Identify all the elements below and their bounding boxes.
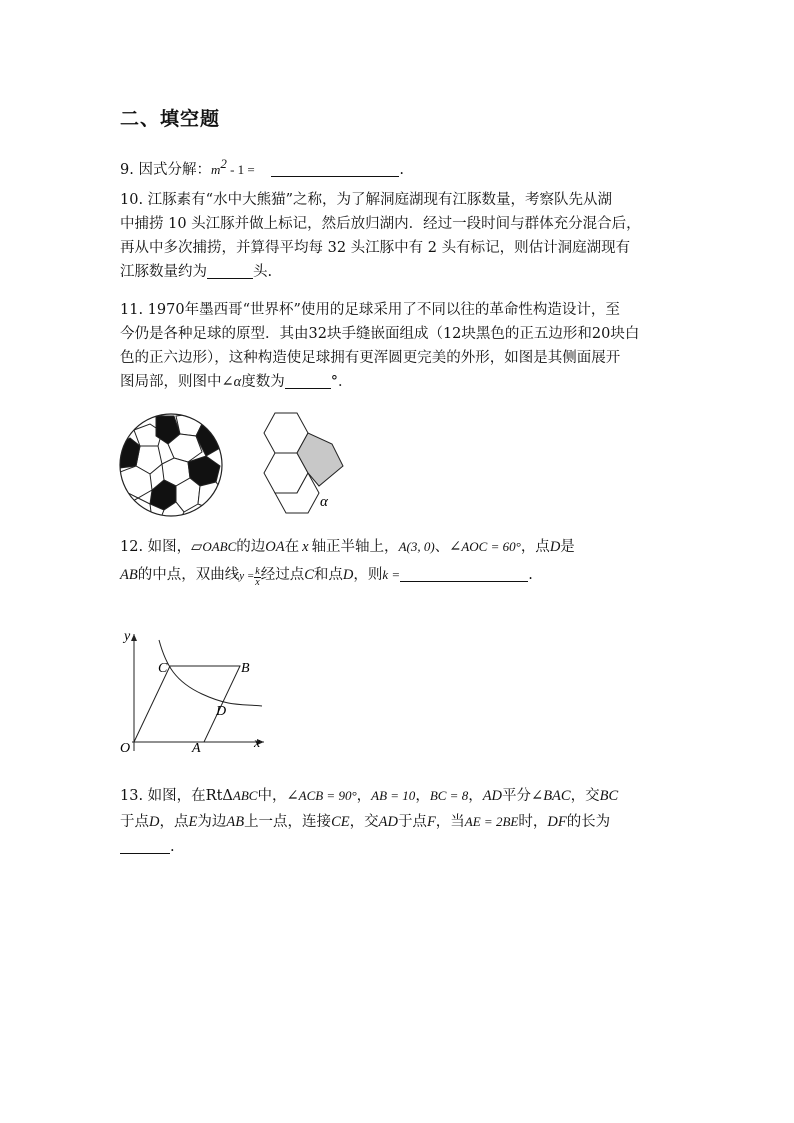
q13-l2-c: ，点 (159, 814, 189, 830)
question-9 (120, 152, 680, 182)
q11-line4 (120, 370, 680, 394)
q13-l1-m: 平分∠ (502, 788, 544, 804)
q10-line2: 中捕捞 10 头江豚并做上标记，然后放归湖内．经过一段时间与群体充分混合后， (120, 216, 641, 232)
q9-expr: m (210, 161, 221, 177)
q13-l1-e: ∠ (286, 788, 299, 804)
q13-line2 (120, 809, 680, 835)
q13-l1-g: ， (356, 788, 372, 804)
question-11 (120, 298, 680, 394)
label-b: B (241, 661, 250, 676)
question-10 (120, 188, 680, 284)
q11-line1: 11. 1970年墨西哥“世界杯”使用的足球采用了不同以往的革命性构造设计，至 (120, 302, 620, 318)
q12-line2 (120, 563, 680, 588)
q9-expr-tail: - 1 = (226, 161, 255, 177)
q12-l2-b: 的中点，双曲线 (137, 567, 240, 583)
section-title: 二、填空题 (120, 108, 221, 130)
q13-answer-blank[interactable] (120, 839, 170, 854)
q12-l1-g: 轴正半轴上， (311, 539, 399, 555)
q12-l1-a: 12. 如图， (120, 539, 192, 555)
q12-l2-e: 和点 (313, 567, 343, 583)
q11-alpha: α (233, 374, 242, 390)
label-a: A (192, 741, 201, 756)
q12-frac-num: k (255, 566, 260, 577)
q13-l2-l: F (426, 814, 436, 830)
q13-l1-o: ，交 (570, 788, 600, 804)
soccer-ball-figure (116, 410, 226, 520)
q13-l1-p: BC (599, 788, 619, 804)
q10-answer-blank[interactable] (207, 264, 253, 279)
q12-l2-end: . (528, 567, 533, 583)
q13-l1-h: AB = 10 (371, 788, 416, 803)
q12-point-a: A(3, 0) (398, 539, 435, 554)
q12-l1-d: OA (265, 539, 285, 555)
q13-l1-n: BAC (543, 788, 571, 804)
coordinate-figure (114, 626, 274, 756)
alpha-label: α (320, 494, 328, 510)
q12-line1 (120, 535, 680, 559)
q11-answer-blank[interactable] (285, 374, 331, 389)
q13-l2-a: 于点 (120, 814, 149, 830)
question-13 (120, 783, 680, 860)
q12-l1-e: 在 (284, 539, 300, 555)
label-y: y (124, 629, 131, 644)
q12-l1-l: D (549, 539, 561, 555)
q13-l1-b: Δ (222, 788, 233, 804)
q13-l1-c: ABC (232, 788, 258, 803)
label-x: x (254, 736, 261, 751)
q10-line4 (120, 260, 680, 284)
q13-l2-f: AB (226, 814, 245, 830)
q13-l3-end: . (170, 839, 175, 855)
q10-line4-pre: 江豚数量约为 (120, 264, 207, 280)
q12-frac-den: x (255, 577, 260, 588)
q13-l1-f: ACB = 90° (298, 788, 357, 803)
q13-l2-o: 时， (518, 814, 548, 830)
q13-l2-q: 的长为 (566, 814, 611, 830)
q13-line3 (120, 835, 680, 860)
q13-l1-k: ， (468, 788, 483, 804)
q13-l2-j: AD (378, 814, 398, 830)
q11-line3: 色的正六边形），这种构造使足球拥有更浑圆更完美的外形，如图是其侧面展开 (120, 350, 621, 366)
q13-l1-j: BC = 8 (429, 788, 469, 803)
q11-line2: 今仍是各种足球的原型．其由32块手缝嵌面组成（12块黑色的正五边形和20块白 (120, 326, 640, 342)
q13-l2-e: 为边 (197, 814, 227, 830)
q12-l2-c: 经过点 (260, 567, 305, 583)
q13-line1 (120, 783, 680, 809)
q12-hyperbola-y: y = (239, 570, 255, 582)
q13-l1-l: AD (482, 788, 503, 804)
q13-l2-g: 上一点，连接 (244, 814, 332, 830)
soccer-ball-panels (116, 410, 226, 520)
q12-angle: AOC = 60° (461, 539, 521, 554)
q12-answer-blank[interactable] (400, 567, 528, 582)
q13-l2-k: 于点 (397, 814, 427, 830)
q12-l1-k: ，点 (520, 539, 550, 555)
q13-l2-p: DF (547, 814, 567, 830)
q12-l2-g: ，则 (353, 567, 383, 583)
q13-l2-h: CE (331, 814, 350, 830)
q12-l1-f: x (302, 539, 309, 555)
q13-l1-a: 13. 如图，在Rt (120, 788, 223, 804)
q9-exponent: 2 (220, 156, 227, 171)
q13-l1-d: 中， (257, 788, 287, 804)
q12-l1-m: 是 (560, 539, 575, 555)
q11-line4-mid: 度数为 (241, 374, 285, 390)
q12-k: k = (382, 567, 401, 582)
q11-line4-pre: 图局部，则图中∠ (120, 374, 234, 390)
q12-l1-b: OABC (202, 539, 237, 554)
q9-answer-blank[interactable] (271, 162, 399, 177)
q13-l2-n: AE = 2BE (464, 814, 519, 829)
q13-l2-d: E (188, 814, 198, 830)
q12-l1-c: 的边 (236, 539, 266, 555)
hexagon-pentagon-figure (252, 408, 362, 522)
q10-line1: 10. 江豚素有“水中大熊猫”之称，为了解洞庭湖现有江豚数量，考察队先从湖 (120, 192, 612, 208)
q13-l2-i: ，交 (349, 814, 379, 830)
q12-l2-d: C (304, 567, 314, 583)
q13-l2-m: ，当 (435, 814, 465, 830)
y-axis-arrow (131, 634, 137, 641)
label-d: D (216, 704, 227, 719)
q10-line3: 再从中多次捕捞，并算得平均每 32 头江豚中有 2 头有标记，则估计洞庭湖现有 (120, 240, 631, 256)
q9-suffix: . (399, 161, 404, 178)
label-c: C (158, 661, 168, 676)
label-o: O (120, 741, 131, 756)
parallelogram-symbol: ▱ (191, 539, 203, 555)
q11-line4-post: °． (330, 374, 353, 390)
question-12 (120, 535, 680, 588)
q10-line4-post: 头. (253, 264, 273, 280)
q13-l1-i: ， (415, 788, 430, 804)
q12-l1-i: 、∠ (434, 539, 462, 555)
q9-prefix: 9. 因式分解： (120, 161, 211, 178)
q12-l2-f: D (342, 567, 354, 583)
q12-l2-a: AB (120, 567, 138, 583)
q13-l2-b: D (149, 814, 160, 830)
